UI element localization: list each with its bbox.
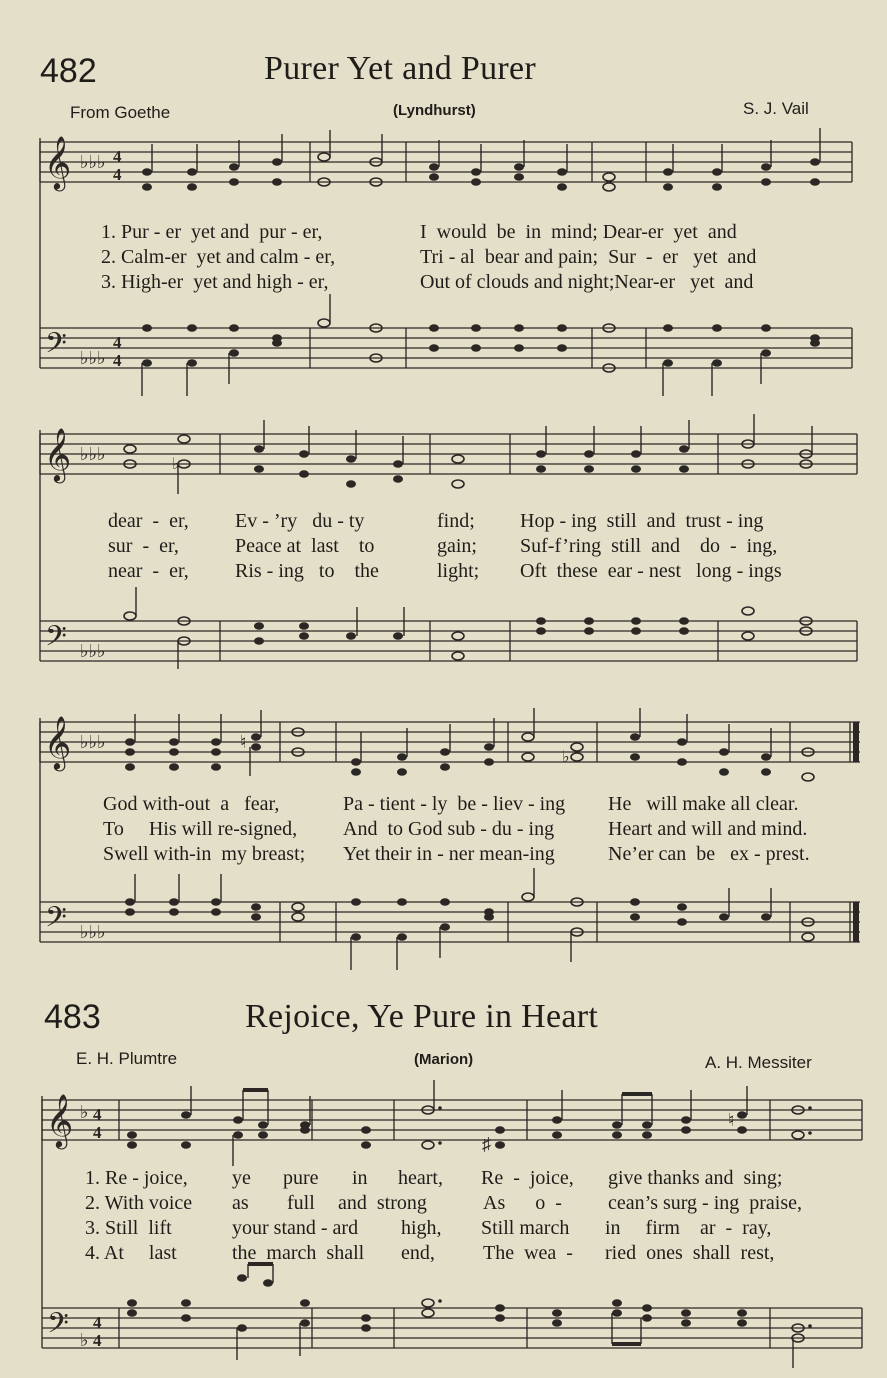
- hymn-482-system-2-bass-staff: [0, 617, 887, 687]
- hymn-482-s3-verse-2-b: And to God sub - du - ing: [343, 818, 555, 840]
- hymn-483-verse-3-seg-0: 3. Still lift: [85, 1217, 172, 1239]
- hymn-483-verse-1-seg-3: in: [352, 1167, 368, 1189]
- svg-text:♭♭♭: ♭♭♭: [80, 732, 106, 752]
- hymn-482-s2-verse-2-d: Suf-f’ring still and do - ing,: [520, 535, 778, 557]
- hymn-483-verse-2-seg-2: full: [287, 1192, 315, 1214]
- svg-text:♭: ♭: [80, 1330, 89, 1350]
- svg-text:𝄢: 𝄢: [47, 1309, 69, 1346]
- svg-text:𝄞: 𝄞: [44, 137, 72, 188]
- svg-text:♮: ♮: [728, 1110, 735, 1130]
- hymn-483-verse-3-seg-5: Still march: [481, 1217, 570, 1239]
- hymn-482-s2-verse-3-a: near - er,: [108, 560, 189, 582]
- hymn-483-title: Rejoice, Ye Pure in Heart: [245, 998, 599, 1035]
- hymn-482-s2-verse-1-a: dear - er,: [108, 510, 189, 532]
- hymn-483-system-1-treble-staff: [0, 1096, 887, 1166]
- hymn-482-system-2-treble-staff: [0, 430, 887, 500]
- hymn-483-verse-1-seg-4: heart,: [398, 1167, 443, 1189]
- hymn-483-verse-4-seg-1: the march shall: [232, 1242, 365, 1264]
- hymn-482-tune-name: (Lyndhurst): [393, 102, 476, 119]
- hymn-483-verse-4-seg-6: ried ones shall rest,: [605, 1242, 775, 1264]
- svg-text:𝄞: 𝄞: [44, 429, 72, 480]
- hymn-482-s2-verse-1-d: Hop - ing still and trust - ing: [520, 510, 764, 532]
- svg-text:4: 4: [113, 333, 122, 352]
- hymn-482-s2-verse-1-b: Ev - ’ry du - ty: [235, 510, 365, 532]
- hymn-482-system-3-bass-staff: [0, 898, 887, 978]
- hymn-482-s2-verse-2-b: Peace at last to: [235, 535, 375, 557]
- svg-text:♮: ♮: [240, 732, 247, 752]
- hymn-483-verse-2-seg-1: as: [232, 1192, 249, 1214]
- hymn-482-s1-verse-2-a: 2. Calm-er yet and calm - er,: [101, 246, 336, 268]
- svg-text:♭♭♭: ♭♭♭: [80, 348, 106, 368]
- hymn-482-s3-verse-1-c: He will make all clear.: [608, 793, 799, 815]
- svg-text:♭♭♭: ♭♭♭: [80, 922, 106, 942]
- svg-text:♭♭♭: ♭♭♭: [80, 152, 106, 172]
- svg-text:𝄢: 𝄢: [45, 903, 67, 940]
- svg-text:4: 4: [93, 1123, 102, 1142]
- hymn-483-number: 483: [44, 998, 101, 1036]
- hymn-483-verse-3-seg-6: in firm ar - ray,: [605, 1217, 772, 1239]
- svg-text:4: 4: [93, 1105, 102, 1124]
- hymn-483-verse-1-seg-0: 1. Re - joice,: [85, 1167, 188, 1189]
- hymn-483-system-1-bass-staff: [0, 1304, 887, 1378]
- svg-text:𝄞: 𝄞: [46, 1095, 74, 1146]
- hymn-482-s2-verse-3-b: Ris - ing to the: [235, 560, 379, 582]
- hymn-482-s3-verse-2-c: Heart and will and mind.: [608, 818, 808, 840]
- hymn-483-verse-3-seg-1: your stand - ard: [232, 1217, 359, 1239]
- svg-text:4: 4: [113, 147, 122, 166]
- hymn-482-s3-verse-3-b: Yet their in - ner mean-ing: [343, 843, 555, 865]
- hymn-482-music-credit: S. J. Vail: [743, 99, 809, 118]
- svg-text:𝄞: 𝄞: [44, 717, 72, 768]
- hymn-482-s2-verse-3-c: light;: [437, 560, 480, 582]
- hymn-482-system-1-bass-staff: [0, 324, 887, 404]
- hymn-483-verse-4-seg-5: The wea -: [483, 1242, 573, 1264]
- hymn-482-title: Purer Yet and Purer: [264, 50, 537, 87]
- hymn-483-words-credit: E. H. Plumtre: [76, 1049, 178, 1068]
- hymn-482-system-1-treble-staff: [0, 138, 887, 208]
- hymn-483-verse-3-seg-3: high,: [401, 1217, 442, 1239]
- hymn-483-verse-2-seg-3: and strong: [338, 1192, 427, 1214]
- svg-text:4: 4: [113, 165, 122, 184]
- hymn-483-verse-4-seg-0: 4. At last: [85, 1242, 177, 1264]
- hymn-482-number: 482: [40, 52, 97, 90]
- hymn-482-s1-verse-3-b: Out of clouds and night;Near-er yet and: [420, 271, 754, 293]
- hymn-482-s1-verse-3-a: 3. High-er yet and high - er,: [101, 271, 329, 293]
- hymn-482-s3-verse-2-a: To His will re-signed,: [103, 818, 298, 840]
- hymn-482-words-credit: From Goethe: [70, 103, 171, 122]
- svg-text:♯: ♯: [482, 1134, 491, 1154]
- hymn-483-verse-1-seg-5: Re - joice,: [481, 1167, 574, 1189]
- hymn-483-verse-2-seg-6: cean’s surg - ing praise,: [608, 1192, 803, 1214]
- hymn-483-tune-name: (Marion): [414, 1051, 474, 1068]
- hymn-483-verse-1-seg-2: pure: [283, 1167, 319, 1189]
- svg-text:♭♭♭: ♭♭♭: [80, 444, 106, 464]
- svg-text:♭: ♭: [80, 1102, 89, 1122]
- hymn-482-s1-verse-1-b: I would be in mind; Dear-er yet and: [420, 221, 737, 243]
- hymn-482-system-3-treble-staff: [0, 718, 887, 788]
- hymn-483-verse-1-seg-1: ye: [232, 1167, 251, 1189]
- svg-text:♭: ♭: [172, 456, 180, 473]
- hymn-482-s2-verse-3-d: Oft these ear - nest long - ings: [520, 560, 782, 582]
- hymn-482-s1-verse-1-a: 1. Pur - er yet and pur - er,: [101, 221, 323, 243]
- hymn-483-verse-1-seg-6: give thanks and sing;: [608, 1167, 783, 1189]
- svg-text:4: 4: [93, 1331, 102, 1350]
- svg-text:𝄢: 𝄢: [45, 329, 67, 366]
- hymn-482-s2-verse-2-c: gain;: [437, 535, 477, 557]
- svg-text:𝄢: 𝄢: [45, 622, 67, 659]
- hymn-483-verse-2-seg-5: As o -: [483, 1192, 562, 1214]
- svg-text:♭: ♭: [562, 749, 570, 766]
- hymn-483-verse-2-seg-0: 2. With voice: [85, 1192, 193, 1214]
- svg-text:♭♭♭: ♭♭♭: [80, 641, 106, 661]
- hymn-482-s3-verse-1-b: Pa - tient - ly be - liev - ing: [343, 793, 566, 815]
- hymn-482-s2-verse-2-a: sur - er,: [108, 535, 179, 557]
- hymn-483-music-credit: A. H. Messiter: [705, 1053, 812, 1072]
- svg-text:4: 4: [113, 351, 122, 370]
- hymn-482-s1-verse-2-b: Tri - al bear and pain; Sur - er yet and: [420, 246, 757, 268]
- hymn-482-s3-verse-3-a: Swell with-in my breast;: [103, 843, 306, 865]
- hymn-482-s2-verse-1-c: find;: [437, 510, 475, 532]
- hymn-483-verse-4-seg-3: end,: [401, 1242, 435, 1264]
- hymn-482-s3-verse-1-a: God with-out a fear,: [103, 793, 280, 815]
- hymn-482-s3-verse-3-c: Ne’er can be ex - prest.: [608, 843, 810, 865]
- svg-text:4: 4: [93, 1313, 102, 1332]
